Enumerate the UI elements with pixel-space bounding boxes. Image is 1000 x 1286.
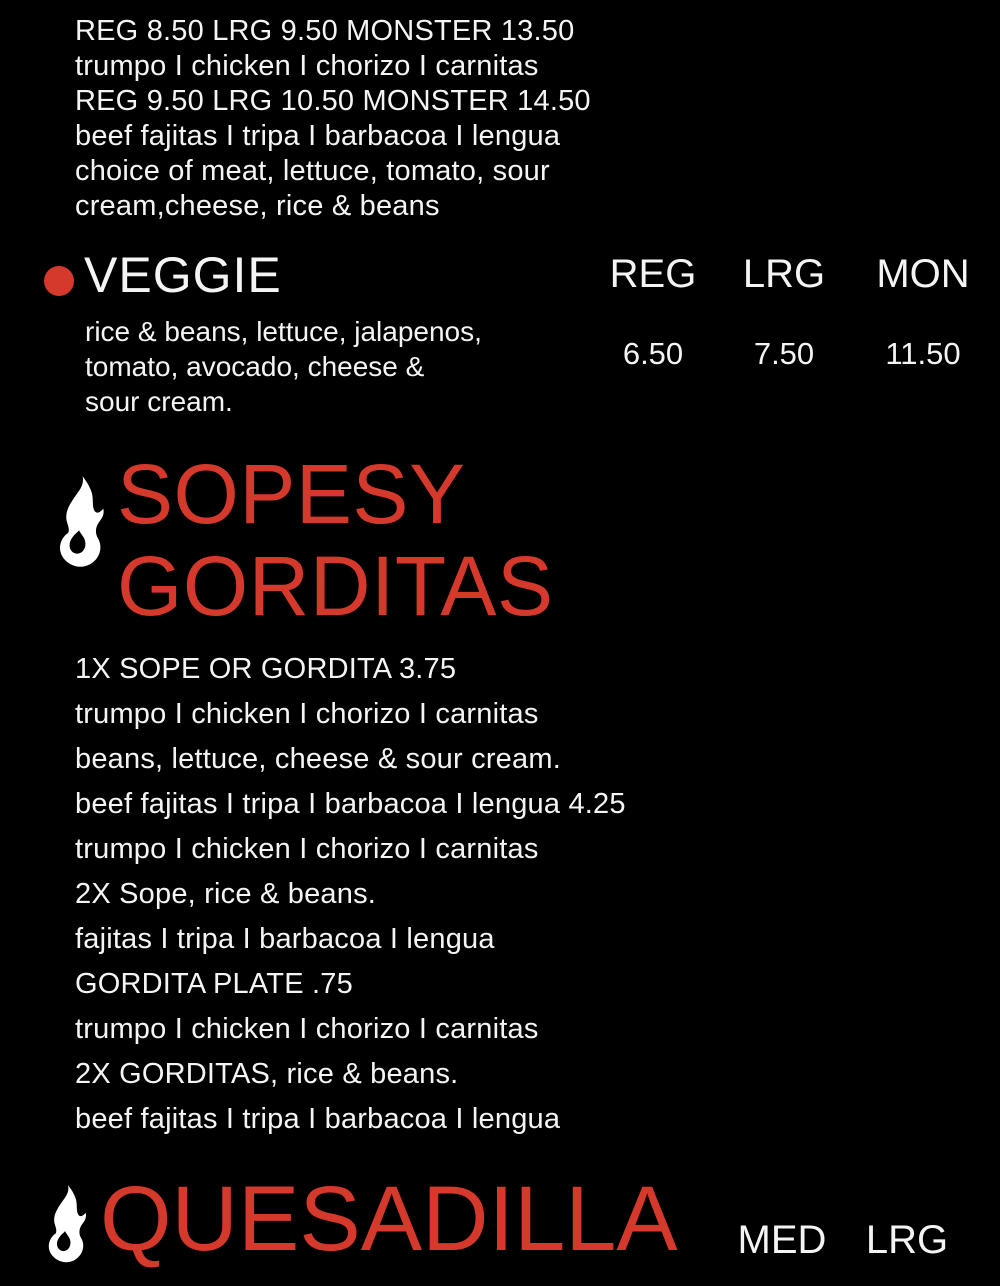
list-item: fajitas I tripa I barbacoa I lengua: [75, 923, 495, 955]
size-header: REG: [609, 252, 697, 296]
section-title-line: GORDITAS: [117, 539, 554, 633]
menu-line: cream,cheese, rice & beans: [75, 190, 440, 222]
menu-line: tomato, avocado, cheese &: [85, 351, 425, 382]
list-item: 2X Sope, rice & beans.: [75, 878, 377, 910]
list-item: beef fajitas I tripa I barbacoa I lengua 4.25: [75, 788, 626, 820]
list-item: trumpo I chicken I chorizo I carnitas: [75, 698, 539, 730]
veggie-title: VEGGIE: [84, 247, 282, 303]
sopes-items-list: [75, 647, 626, 1142]
section-title-line: SOPESY: [117, 447, 466, 541]
size-header: MON: [876, 252, 970, 296]
list-item: beef fajitas I tripa I barbacoa I lengua: [75, 1103, 561, 1135]
size-header: MED: [737, 1218, 827, 1262]
list-item: GORDITA PLATE .75: [75, 968, 353, 1000]
list-item: 2X GORDITAS, rice & beans.: [75, 1058, 459, 1090]
size-header: LRG: [865, 1218, 949, 1262]
list-item: beans, lettuce, cheese & sour cream.: [75, 743, 561, 775]
menu-line: beef fajitas I tripa I barbacoa I lengua: [75, 120, 561, 152]
price-value: 7.50: [753, 336, 815, 371]
menu-line: REG 9.50 LRG 10.50 MONSTER 14.50: [75, 85, 591, 117]
veggie-description: [85, 314, 482, 419]
price-column-mon: [863, 250, 983, 372]
list-item: 1X SOPE OR GORDITA 3.75: [75, 653, 457, 685]
list-item: trumpo I chicken I chorizo I carnitas: [75, 833, 539, 865]
flame-icon: [52, 476, 106, 570]
list-item: trumpo I chicken I chorizo I carnitas: [75, 1013, 539, 1045]
sopes-section-title: [117, 448, 553, 632]
menu-line: choice of meat, lettuce, tomato, sour: [75, 155, 550, 187]
bullet-dot-icon: [44, 266, 74, 296]
menu-line: REG 8.50 LRG 9.50 MONSTER 13.50: [75, 15, 575, 47]
menu-line: trumpo I chicken I chorizo I carnitas: [75, 50, 539, 82]
menu-line: sour cream.: [85, 386, 233, 417]
size-header: LRG: [742, 252, 826, 296]
price-value: 6.50: [622, 336, 684, 371]
intro-price-block: [75, 14, 591, 224]
menu-line: rice & beans, lettuce, jalapenos,: [85, 316, 482, 347]
quesadilla-section-title: QUESADILLA: [100, 1168, 678, 1270]
price-column-reg: [598, 250, 708, 372]
price-column-lrg: [729, 250, 839, 372]
price-value: 11.50: [885, 336, 961, 371]
flame-icon: [42, 1184, 88, 1266]
